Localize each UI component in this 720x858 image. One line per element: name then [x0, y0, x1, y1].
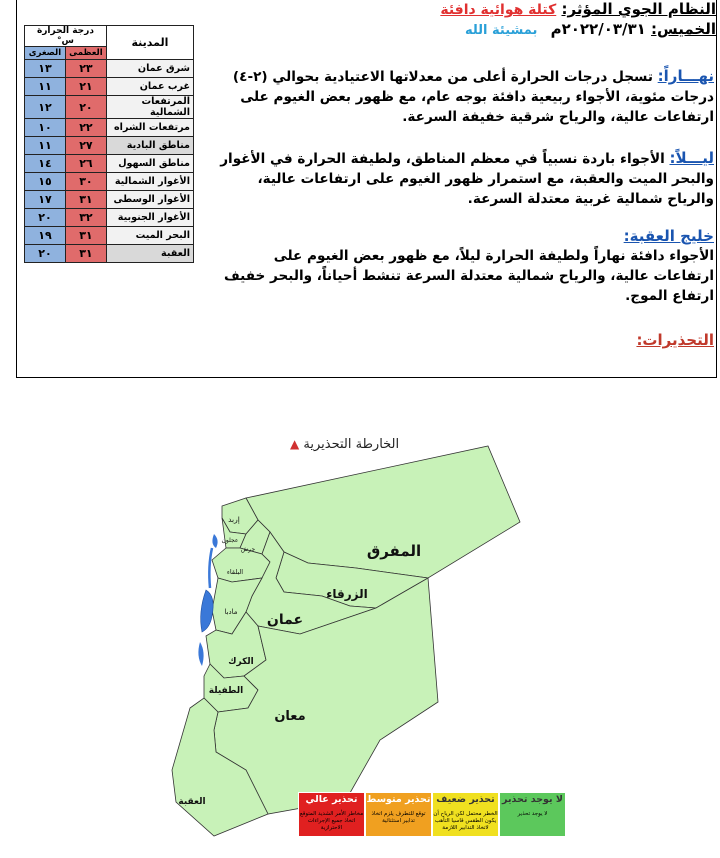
dead-sea	[201, 590, 213, 632]
table-min: ١٠	[25, 119, 66, 137]
legend-text: لا يوجد تحذير	[500, 807, 565, 836]
label-madaba: مادبا	[224, 608, 238, 616]
jordan-river	[209, 548, 212, 588]
forecast-date: ٢٠٢٢/٠٣/٣١م	[550, 20, 646, 38]
label-balqa: البلقاء	[226, 568, 244, 576]
legend-title: تحذير ضعيف	[433, 793, 498, 807]
table-min: ١٧	[25, 191, 66, 209]
min-column-header: الصغرى	[25, 47, 66, 60]
night-label: ليـــلاً:	[669, 149, 714, 167]
table-city: المرتفعات الشمالية	[106, 96, 193, 119]
aqaba-text: الأجواء دافئة نهاراً ولطيفة الحرارة ليلاً، مع ظهور بعض الغيوم على ارتفاعات عالية، والرياح شمالية معتدلة السرعة تنشط أحياناً، والبحر خفيف ارتفاع الموج.	[223, 248, 714, 304]
table-city: مرتفعات الشراه	[106, 119, 193, 137]
table-city: الأغوار الشمالية	[106, 173, 193, 191]
table-min: ١١	[25, 78, 66, 96]
legend-title: تحذير متوسط	[366, 794, 431, 805]
label-irbid: إربد	[228, 515, 240, 524]
label-amman: عمان	[266, 612, 304, 628]
legend-cell	[298, 792, 365, 837]
legend-text: الخطر محتمل لكن الرياح أن يكون الطقس قاسيا التأهب لاتخاذ التدابير اللازمة	[433, 807, 498, 836]
label-jerash: جرش	[240, 546, 256, 553]
table-city: العقبة	[106, 245, 193, 263]
southern-water	[198, 642, 203, 666]
table-min: ١٣	[25, 60, 66, 78]
table-city: مناطق السهول	[106, 155, 193, 173]
table-max: ٢١	[65, 78, 106, 96]
table-max: ٢٧	[65, 137, 106, 155]
night-text: الأجواء باردة نسبياً في معظم المناطق، ولطيفة الحرارة في الأغوار والبحر الميت والعقبة، مع استمرار ظهور الغيوم على ارتفاعات عالية، والرياح شمالية غربية معتدلة السرعة.	[220, 151, 714, 207]
table-city: شرق عمان	[106, 60, 193, 78]
label-mafraq: المفرق	[366, 542, 422, 560]
table-min: ١٤	[25, 155, 66, 173]
label-ajloun: عجلون	[221, 537, 239, 544]
max-column-header: العظمى	[65, 47, 106, 60]
table-city: غرب عمان	[106, 78, 193, 96]
legend-title: لا يوجد تحذير	[500, 793, 565, 807]
legend-cell	[365, 792, 432, 837]
table-max: ٣٠	[65, 173, 106, 191]
legend-cell	[432, 792, 499, 837]
table-min: ١٢	[25, 96, 66, 119]
table-city: الأغوار الوسطى	[106, 191, 193, 209]
lake-tiberias	[212, 534, 217, 548]
table-min: ١٩	[25, 227, 66, 245]
label-aqaba: العقبة	[178, 797, 206, 807]
table-city: البحر الميت	[106, 227, 193, 245]
table-max: ٢٦	[65, 155, 106, 173]
legend-text: مخاطر الأمر الشديد المتوقع اتخاذ جميع الإجراءات الاحترازية	[299, 807, 364, 836]
day-text: تسجل درجات الحرارة أعلى من معدلاتها الاعتيادية بحوالي (٢-٤) درجات مئوية، الأجواء ربيعية دافئة بوجه عام، مع ظهور بعض الغيوم على ارتفاعات عالية، والرياح شرقية خفيفة السرعة.	[232, 69, 714, 125]
day-date-label: الخميس:	[651, 20, 716, 38]
table-max: ٣٢	[65, 209, 106, 227]
legend-cell	[499, 792, 566, 837]
table-max: ٣١	[65, 227, 106, 245]
label-tafilah: الطفيلة	[208, 686, 244, 696]
table-min: ١٥	[25, 173, 66, 191]
legend-text: توقع للتطرف يلزم اتخاذ تدابير استثنائية	[366, 807, 431, 836]
label-maan: معان	[274, 709, 306, 724]
system-value: كتلة هوائية دافئة	[440, 2, 557, 18]
table-max: ٢٠	[65, 96, 106, 119]
warning-legend	[298, 792, 566, 837]
table-max: ٢٣	[65, 60, 106, 78]
city-column-header: المدينة	[106, 26, 193, 60]
table-city: مناطق البادية	[106, 137, 193, 155]
warning-triangle-icon: ▲	[290, 437, 300, 451]
legend-title: تحذير عالي	[299, 793, 364, 807]
day-label: نهـــاراً:	[657, 67, 714, 85]
aqaba-label: خليج العقبة:	[623, 227, 714, 245]
label-zarqa: الزرقاء	[326, 587, 368, 601]
map-title-text: الخارطة التحذيرية	[303, 437, 400, 452]
table-city: الأغوار الجنوبية	[106, 209, 193, 227]
table-max: ٣١	[65, 245, 106, 263]
system-label: النظام الجوي المؤثر:	[561, 0, 716, 18]
label-karak: الكرك	[228, 657, 254, 667]
table-max: ٢٢	[65, 119, 106, 137]
temp-column-header: درجة الحرارة س°	[25, 26, 107, 47]
warnings-label: التحذيرات:	[636, 331, 714, 349]
table-max: ٣١	[65, 191, 106, 209]
table-min: ١١	[25, 137, 66, 155]
table-min: ٢٠	[25, 209, 66, 227]
table-min: ٢٠	[25, 245, 66, 263]
dua-text: بمشيئة الله	[464, 23, 538, 38]
